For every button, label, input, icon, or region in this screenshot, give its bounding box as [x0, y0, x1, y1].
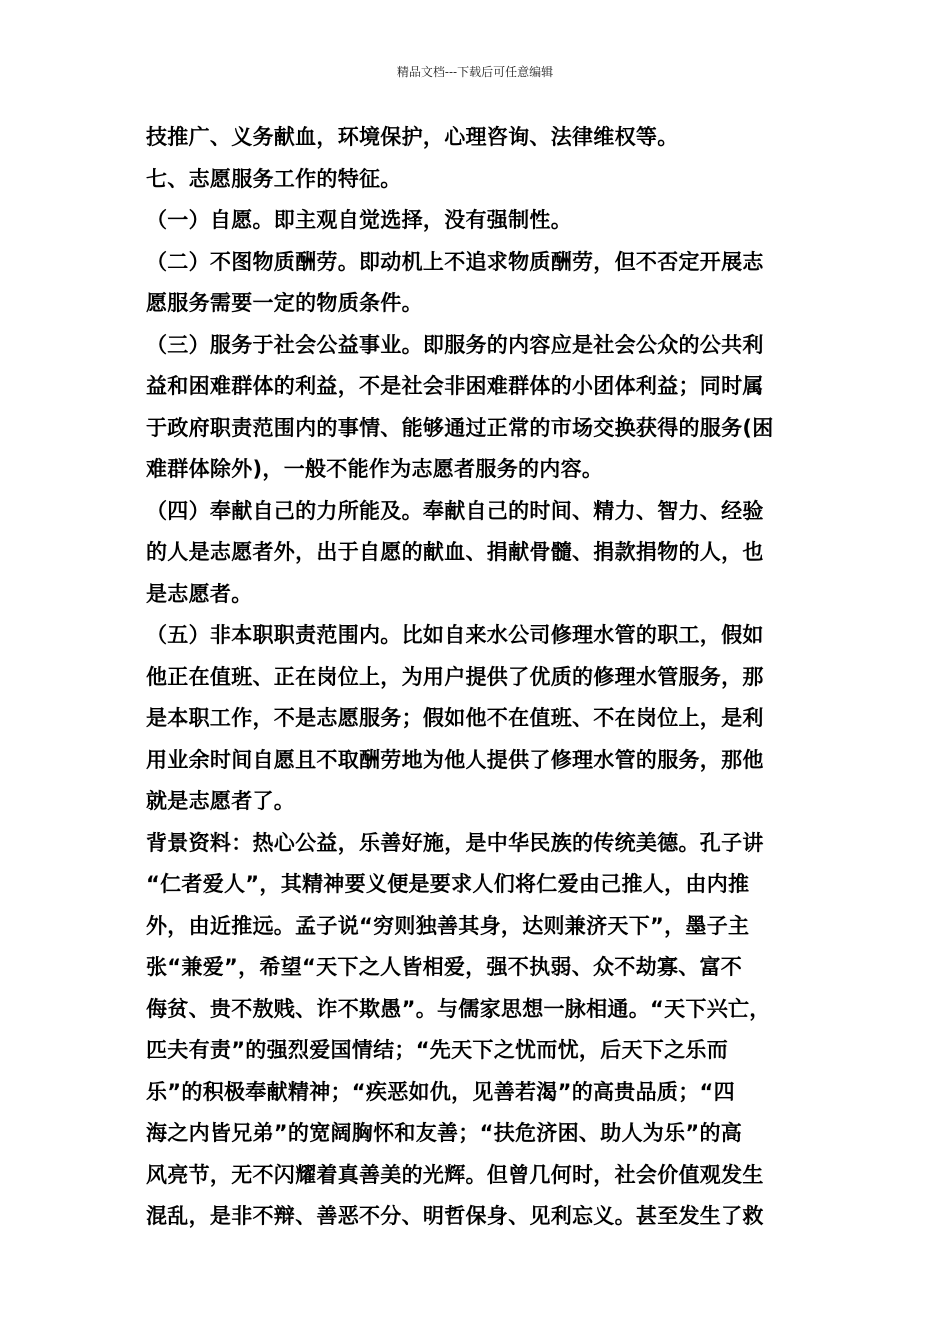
text-line: 难群体除外)，一般不能作为志愿者服务的内容。	[146, 457, 604, 481]
text-line: （四）奉献自己的力所能及。奉献自己的时间、精力、智力、经验	[146, 498, 764, 523]
text-line: 乐”的积极奉献精神；“疾恶如仇，见善若渴”的高贵品质；“四	[146, 1079, 735, 1104]
section-heading: 七、志愿服务工作的特征。	[146, 166, 402, 191]
text-line: 匹夫有责”的强烈爱国情结；“先天下之忧而忧，后天下之乐而	[146, 1038, 729, 1062]
text-line: 就是志愿者了。	[146, 789, 296, 813]
text-line: 技推广、义务献血，环境保护，心理咨询、法律维权等。	[146, 125, 679, 149]
text-line: 他正在值班、正在岗位上，为用户提供了优质的修理水管服务，那	[146, 664, 764, 689]
text-line: 于政府职责范围内的事情、能够通过正常的市场交换获得的服务(困	[146, 415, 774, 440]
text-line: 背景资料：热心公益，乐善好施，是中华民族的传统美德。孔子讲	[146, 830, 764, 855]
page-header: 精品文档---下载后可任意编辑	[396, 65, 554, 79]
text-line: 愿服务需要一定的物质条件。	[146, 291, 423, 315]
text-line: 外，由近推远。孟子说“穷则独善其身，达则兼济天下”，墨子主	[146, 913, 750, 938]
text-line: 张“兼爱”，希望“天下之人皆相爱，强不执弱、众不劫寡、富不	[146, 955, 743, 979]
text-line: 益和困难群体的利益，不是社会非困难群体的小团体利益；同时属	[146, 374, 764, 398]
text-line: 是志愿者。	[146, 581, 253, 606]
text-line: （三）服务于社会公益事业。即服务的内容应是社会公众的公共利	[146, 332, 764, 357]
text-line: 是本职工作，不是志愿服务；假如他不在值班、不在岗位上，是利	[146, 706, 764, 730]
text-line: 海之内皆兄弟”的宽阔胸怀和友善；“扶危济困、助人为乐”的高	[146, 1121, 743, 1145]
body-text	[146, 117, 810, 1238]
text-line: （五）非本职职责范围内。比如自来水公司修理水管的职工，假如	[146, 623, 764, 647]
text-line: （二）不图物质酬劳。即动机上不追求物质酬劳，但不否定开展志	[146, 249, 764, 274]
text-line: 混乱，是非不辩、善恶不分、明哲保身、见利忘义。甚至发生了救	[146, 1204, 764, 1228]
text-line: 的人是志愿者外，出于自愿的献血、捐献骨髓、捐款捐物的人，也	[146, 540, 764, 564]
text-line: 风亮节，无不闪耀着真善美的光辉。但曾几何时，社会价值观发生	[146, 1162, 764, 1187]
text-line: 用业余时间自愿且不取酬劳地为他人提供了修理水管的服务，那他	[146, 747, 764, 772]
text-line: （一）自愿。即主观自觉选择，没有强制性。	[146, 208, 572, 232]
text-line: 侮贫、贵不敖贱、诈不欺愚”。与儒家思想一脉相通。“天下兴亡，	[146, 996, 771, 1021]
text-line: “仁者爱人”，其精神要义便是要求人们将仁爱由己推人，由内推	[146, 872, 750, 896]
